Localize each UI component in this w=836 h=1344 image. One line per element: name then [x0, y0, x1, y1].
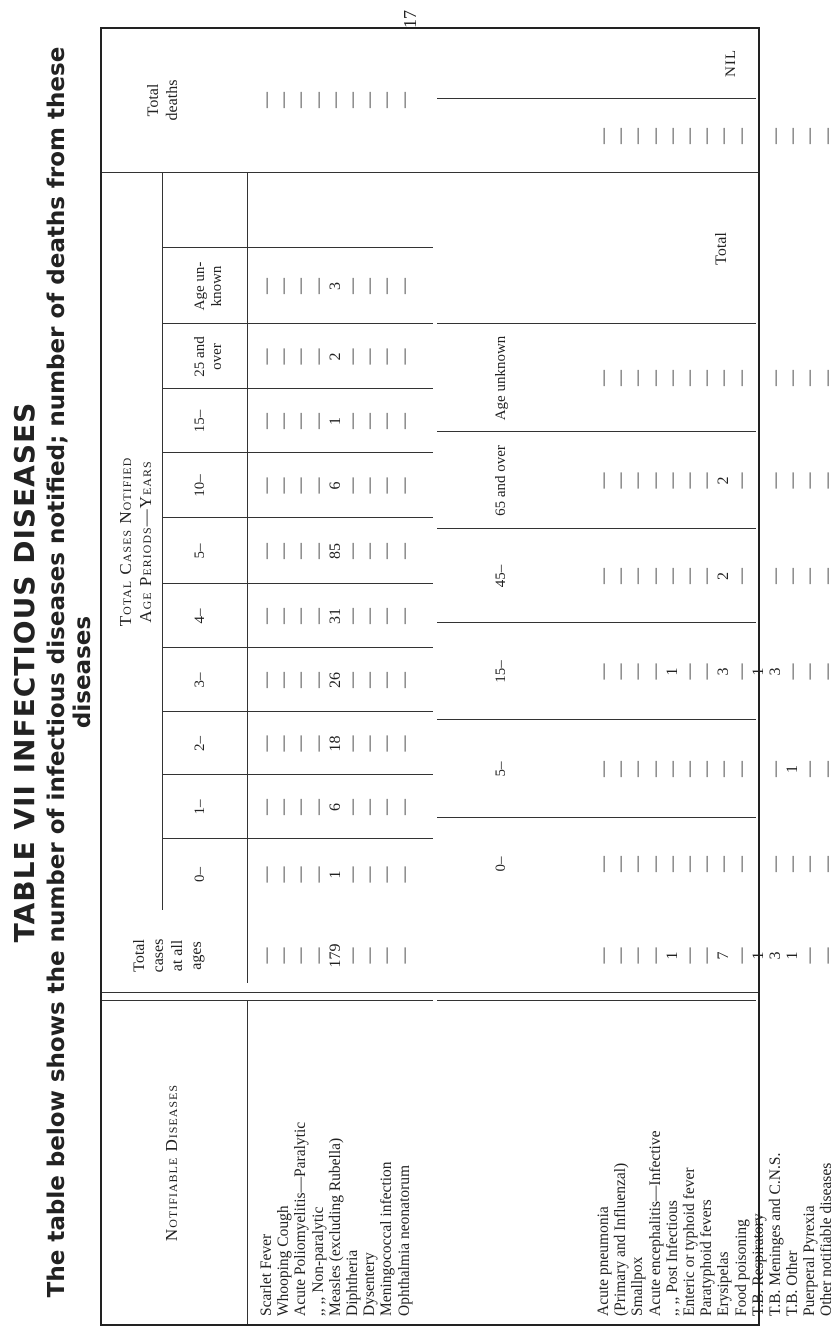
page-title: TABLE VII INFECTIOUS DISEASES — [8, 401, 41, 943]
age-cell: — — [698, 568, 716, 584]
header-age-upper: 10– — [192, 474, 208, 497]
deaths-cell: — — [715, 128, 733, 144]
age-cell: — — [344, 608, 361, 624]
age-cell: — — [663, 761, 681, 777]
total-cases-cell: — — [818, 947, 836, 964]
disease-name: T.B. Respiratory — [749, 1213, 767, 1316]
deaths-cell: — — [801, 128, 819, 144]
disease-name: Erysipelas — [715, 1251, 733, 1316]
age-cell: — — [395, 278, 413, 294]
age-cell: — — [749, 472, 767, 489]
total-cases-cell: — — [612, 947, 630, 964]
disease-name: Ophthalmia neonatorum — [395, 1164, 413, 1316]
total-cases-cell: — — [595, 947, 612, 964]
age-cell: — — [344, 799, 361, 815]
age-cell: — — [344, 672, 361, 688]
age-cell: — — [258, 866, 275, 883]
age-cell: — — [361, 672, 379, 688]
age-cell: — — [749, 568, 767, 584]
age-cell: — — [378, 543, 396, 559]
nil-label: NIL — [723, 49, 739, 77]
age-cell: — — [681, 761, 698, 777]
age-cell: — — [818, 370, 836, 386]
diseases-table — [100, 27, 836, 1326]
deaths-cell: — — [663, 128, 681, 144]
age-cell: — — [612, 568, 630, 584]
header-age-upper: 5– — [192, 543, 208, 559]
disease-name: (Primary and Influenzal) — [612, 1162, 630, 1316]
age-cell: — — [612, 761, 630, 777]
age-cell: 6 — [326, 481, 344, 490]
age-cell: — — [292, 735, 310, 752]
header-age-lower: 15– — [493, 660, 509, 683]
age-cell: — — [395, 477, 413, 494]
age-cell: — — [749, 370, 767, 386]
age-cell: — — [612, 856, 630, 872]
disease-name: T.B. Meninges and C.N.S. — [766, 1152, 784, 1316]
age-cell: — — [258, 278, 275, 294]
age-cell: 1 — [749, 667, 767, 676]
age-cell: — — [784, 370, 802, 386]
age-cell: — — [698, 856, 716, 872]
header-rule-lower — [247, 173, 248, 983]
disease-name: ,, ,, Post Infectious — [663, 1200, 681, 1316]
age-cell: — — [275, 866, 293, 883]
deaths-cell: — — [292, 92, 310, 108]
age-cell: — — [732, 663, 750, 680]
age-cell: — — [681, 472, 698, 489]
age-cell: — — [732, 472, 750, 489]
age-cell: — — [275, 608, 293, 624]
header-age-upper: 2– — [192, 736, 208, 751]
age-cell: — — [801, 761, 819, 777]
header-rule — [247, 1001, 248, 1324]
age-cell: — — [698, 761, 716, 777]
age-cell: — — [292, 278, 310, 294]
deaths-cell: — — [258, 92, 275, 108]
age-cell: — — [292, 348, 310, 365]
age-cell: — — [309, 477, 327, 494]
deaths-cell: — — [698, 128, 716, 144]
deaths-cell: — — [344, 92, 361, 108]
age-cell: — — [646, 472, 664, 489]
age-cell: — — [258, 735, 275, 752]
age-cell: 85 — [326, 543, 344, 559]
age-cell: — — [784, 663, 802, 680]
age-cell: — — [595, 370, 612, 386]
age-cell: — — [698, 472, 716, 489]
age-cell: 31 — [326, 608, 344, 624]
age-cell: — — [715, 856, 733, 872]
header-age-upper: 0– — [192, 867, 208, 882]
age-cell: — — [818, 761, 836, 777]
age-cell: 3 — [326, 282, 344, 290]
disease-name: Puerperal Pyrexia — [801, 1205, 819, 1316]
page-subtitle: The table below shows the number of infectious diseases notified; number of deaths from these diseases — [44, 46, 96, 1298]
age-cell: — — [663, 568, 681, 584]
age-cell: — — [663, 370, 681, 386]
age-cell: — — [395, 672, 413, 688]
total-cases-cell: — — [309, 947, 327, 964]
deaths-cell: — — [395, 92, 413, 108]
deaths-cell: — — [612, 128, 630, 144]
age-cell: — — [292, 413, 310, 429]
age-cell: — — [612, 663, 630, 680]
age-cell: — — [818, 663, 836, 680]
age-cell: — — [646, 856, 664, 872]
age-cell: — — [715, 370, 733, 386]
age-cell: — — [698, 663, 716, 680]
age-cell: — — [292, 477, 310, 494]
age-cell: — — [629, 472, 647, 489]
total-cases-cell: — — [275, 947, 293, 964]
deaths-cell: — — [309, 92, 327, 108]
total-cases-cell: — — [801, 947, 819, 964]
age-cell: — — [258, 413, 275, 429]
age-cell: — — [258, 608, 275, 624]
age-cell: 1 — [326, 870, 344, 879]
age-cell: — — [309, 866, 327, 883]
disease-name: Food poisoning — [732, 1219, 750, 1316]
age-cell: 3 — [715, 667, 733, 676]
age-cell: — — [378, 413, 396, 429]
age-cell: — — [749, 856, 767, 872]
disease-name: Dysentery — [361, 1252, 379, 1316]
age-cell: — — [344, 413, 361, 429]
total-cases-cell: — — [292, 947, 310, 964]
total-cases-cell: — — [361, 947, 379, 964]
age-cell: — — [292, 866, 310, 883]
age-cell: — — [258, 672, 275, 688]
age-cell: — — [395, 866, 413, 883]
age-cell: — — [818, 472, 836, 489]
total-cases-cell: 1 — [663, 951, 681, 960]
deaths-cell: — — [681, 128, 698, 144]
age-cell: — — [767, 472, 784, 489]
total-cases-cell: — — [629, 947, 647, 964]
age-cell: — — [361, 348, 379, 365]
deaths-cell: — — [595, 128, 612, 144]
age-cell: — — [275, 278, 293, 294]
disease-name: Acute encephalitis—Infective — [646, 1130, 664, 1316]
age-cell: 6 — [326, 803, 344, 811]
total-cases-cell: 1 — [749, 951, 767, 960]
age-cell: 2 — [326, 352, 344, 361]
age-cell: — — [378, 278, 396, 294]
age-cell: — — [595, 472, 612, 489]
age-cell: — — [767, 856, 784, 872]
age-cell: — — [275, 672, 293, 688]
age-cell: — — [309, 413, 327, 429]
age-cell: — — [801, 472, 819, 489]
header-total-deaths: Total deaths — [145, 79, 181, 121]
deaths-cell: — — [326, 92, 344, 108]
header-age-lower: 45– — [493, 564, 509, 588]
age-cell: — — [395, 735, 413, 752]
age-cell: — — [275, 348, 293, 365]
header-age-upper: 1– — [192, 799, 208, 815]
header-age-upper: 3– — [192, 672, 208, 688]
disease-name: ,, ,, Non-paralytic — [309, 1206, 327, 1316]
header-age-upper: 4– — [192, 608, 208, 624]
age-cell: — — [784, 472, 802, 489]
age-cell: — — [395, 799, 413, 815]
age-cell: — — [749, 761, 767, 777]
disease-name: Whooping Cough — [275, 1205, 293, 1316]
age-cell: — — [784, 568, 802, 584]
age-cell: — — [595, 663, 612, 680]
header-age-lower: 65 and over — [493, 445, 509, 516]
total-cases-cell: — — [732, 947, 750, 964]
age-cell: — — [801, 856, 819, 872]
deaths-cell: — — [784, 128, 802, 144]
disease-name: Paratyphoid fevers — [698, 1199, 716, 1316]
header-age-lower: 5– — [493, 761, 509, 777]
age-cell: — — [395, 608, 413, 624]
upper-disease-list — [258, 1122, 413, 1316]
total-cases-cell: — — [698, 947, 716, 964]
age-cell: — — [361, 608, 379, 624]
age-cell: — — [378, 477, 396, 494]
age-cell: — — [309, 348, 327, 365]
age-cell: — — [681, 568, 698, 584]
age-cell: — — [612, 370, 630, 386]
disease-name: Measles (excluding Rubella) — [326, 1137, 344, 1316]
age-cell: — — [378, 348, 396, 365]
age-cell: — — [732, 856, 750, 872]
age-cell: — — [801, 568, 819, 584]
total-cases-cell: — — [646, 947, 664, 964]
total-cases-cell: — — [681, 947, 698, 964]
total-cases-cell: — — [395, 947, 413, 964]
age-cell: — — [292, 799, 310, 815]
age-cell: — — [275, 413, 293, 429]
age-cell: 3 — [767, 667, 784, 676]
age-cell: — — [395, 413, 413, 429]
total-cases-cell: — — [258, 947, 275, 964]
age-cell: — — [801, 663, 819, 680]
age-cell: — — [818, 856, 836, 872]
lower-disease-list — [595, 1131, 836, 1317]
age-cell: — — [681, 370, 698, 386]
age-cell: — — [344, 543, 361, 559]
age-cell: 2 — [715, 572, 733, 580]
age-cell: — — [767, 370, 784, 386]
total-cases-cell: 1 — [784, 951, 802, 960]
age-cell: — — [309, 672, 327, 688]
page-number: 17 — [400, 10, 420, 28]
header-age-lower: Age unknown — [493, 335, 509, 421]
age-cell: 26 — [326, 672, 344, 688]
age-cell: — — [344, 348, 361, 365]
age-cell: — — [361, 543, 379, 559]
age-cell: — — [663, 856, 681, 872]
header-age-upper: 15– — [192, 409, 208, 433]
age-cell: — — [344, 735, 361, 752]
header-age-upper: 25 and over — [192, 336, 225, 377]
age-cell: — — [292, 608, 310, 624]
age-cell: — — [595, 856, 612, 872]
header-notifiable: Notifiable Diseases — [162, 1083, 181, 1242]
group-rule — [162, 173, 163, 910]
age-cell: — — [681, 663, 698, 680]
age-cell: 2 — [715, 476, 733, 485]
header-group-line2: Age Periods—Years — [136, 460, 155, 623]
age-cell: — — [309, 735, 327, 752]
age-cell: — — [275, 735, 293, 752]
age-cell: — — [275, 543, 293, 559]
age-cell: — — [767, 568, 784, 584]
age-cell: — — [292, 543, 310, 559]
age-cell: — — [646, 370, 664, 386]
header-lower-total: Total — [713, 232, 730, 265]
age-cell: — — [309, 278, 327, 294]
age-cell: — — [275, 477, 293, 494]
total-cases-cell: 7 — [715, 951, 733, 960]
age-cell: — — [378, 866, 396, 883]
age-cell: — — [629, 856, 647, 872]
deaths-cell: — — [767, 128, 784, 144]
age-cell: — — [309, 608, 327, 624]
age-cell: — — [629, 370, 647, 386]
age-cell: — — [629, 663, 647, 680]
age-cell: — — [629, 761, 647, 777]
age-cell: — — [595, 761, 612, 777]
header-total-cases: Total cases at all ages — [131, 938, 205, 973]
age-cell: — — [595, 568, 612, 584]
age-cell: — — [361, 413, 379, 429]
disease-name: Meningococcal infection — [378, 1161, 396, 1316]
age-cell: — — [258, 348, 275, 365]
age-cell: — — [361, 799, 379, 815]
disease-name: Enteric or typhoid fever — [680, 1167, 698, 1316]
age-cell: 1 — [784, 765, 802, 773]
total-cases-cell: 179 — [326, 943, 344, 968]
deaths-cell: — — [732, 128, 750, 144]
header-group-line1: Total Cases Notified — [116, 456, 135, 627]
deaths-cell: — — [629, 128, 647, 144]
header-age-upper: Age un- known — [192, 261, 225, 311]
age-cell: — — [715, 761, 733, 777]
total-cases-cell: 3 — [767, 951, 784, 960]
deaths-cell: — — [361, 92, 379, 108]
age-cell: — — [258, 543, 275, 559]
age-cell: — — [395, 348, 413, 365]
disease-name: Acute pneumonia — [595, 1206, 612, 1316]
age-cell: — — [344, 477, 361, 494]
disease-name: Smallpox — [629, 1256, 647, 1316]
deaths-cell: — — [646, 128, 664, 144]
header-age-lower: 0– — [493, 856, 509, 872]
age-cell: — — [292, 672, 310, 688]
age-cell: — — [361, 278, 379, 294]
age-cell: — — [258, 477, 275, 494]
age-cell: — — [698, 370, 716, 386]
disease-name: Other notifiable diseases — [818, 1162, 836, 1316]
age-cell: 1 — [326, 417, 344, 425]
total-cases-cell: — — [344, 947, 361, 964]
age-cell: — — [612, 472, 630, 489]
age-cell: — — [801, 370, 819, 386]
deaths-cell: — — [378, 92, 396, 108]
age-cell: — — [378, 672, 396, 688]
age-cell: — — [646, 663, 664, 680]
age-cell: — — [361, 866, 379, 883]
age-cell: — — [275, 799, 293, 815]
age-cell: — — [378, 608, 396, 624]
deaths-cell: — — [275, 92, 293, 108]
age-cell: — — [309, 543, 327, 559]
deaths-cell: — — [749, 128, 767, 144]
age-cell: — — [646, 568, 664, 584]
age-cell: — — [646, 761, 664, 777]
age-cell: — — [732, 568, 750, 584]
age-cell: — — [732, 761, 750, 777]
total-cases-cell: — — [378, 947, 396, 964]
age-cell: — — [378, 735, 396, 752]
age-cell: — — [361, 477, 379, 494]
age-cell: — — [395, 543, 413, 559]
age-cell: — — [378, 799, 396, 815]
age-cell: 1 — [663, 667, 681, 676]
disease-name: Scarlet Fever — [258, 1233, 275, 1316]
age-cell: — — [732, 370, 750, 386]
disease-name: Acute Poliomyelitis—Paralytic — [292, 1121, 310, 1316]
age-cell: — — [784, 856, 802, 872]
age-cell: — — [344, 866, 361, 883]
age-cell: — — [767, 761, 784, 777]
disease-name: T.B. Other — [784, 1250, 802, 1316]
disease-name: Diphtheria — [343, 1249, 361, 1316]
age-cell: — — [361, 735, 379, 752]
age-cell: — — [309, 799, 327, 815]
age-cell: — — [681, 856, 698, 872]
age-cell: — — [629, 568, 647, 584]
deaths-cell: — — [818, 128, 836, 144]
age-cell: — — [258, 799, 275, 815]
age-cell: 18 — [326, 735, 344, 752]
age-cell: — — [344, 278, 361, 294]
age-cell: — — [818, 568, 836, 584]
age-cell: — — [663, 472, 681, 489]
